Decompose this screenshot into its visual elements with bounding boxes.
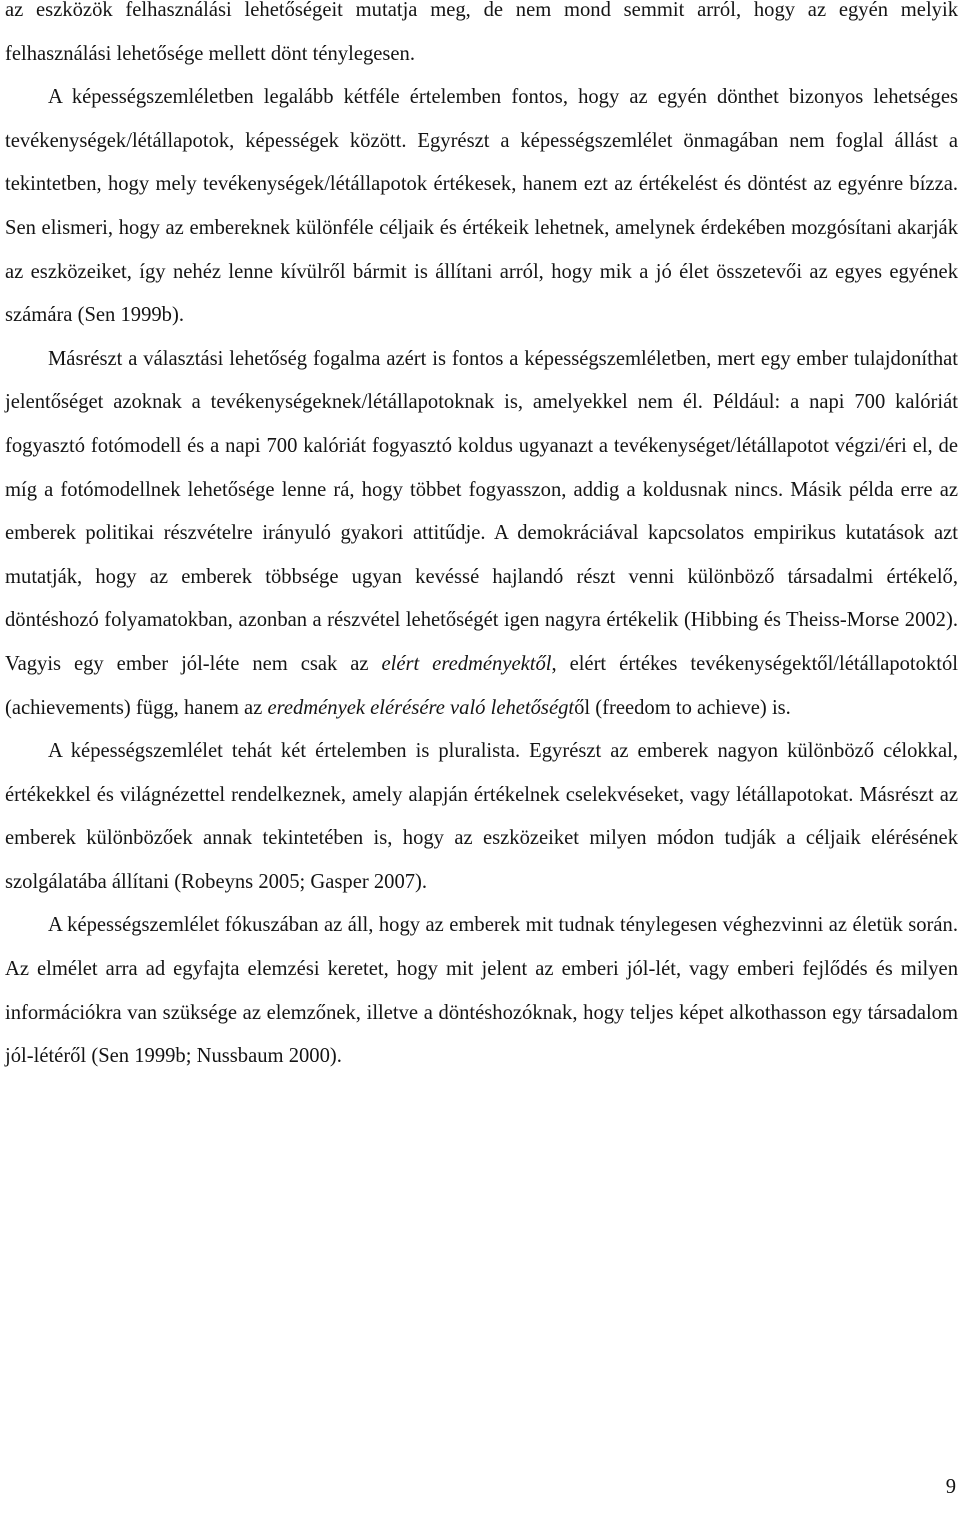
- document-body: [5, 0, 958, 1079]
- paragraph-text: A képességszemlélet tehát két értelemben is pluralista. Egyrészt az emberek nagyon különböző célokkal, értékekkel és világnézettel rendelkeznek, amely alapján értékelnek cselekvéseket, vagy létállapotokat. Másrészt az emberek különbözőek annak tekintetében is, hogy az eszközeiket milyen módon tudják a céljaik elérésének szolgálatába állítani (Robeyns 2005; Gasper 2007).: [5, 740, 958, 893]
- paragraph-text: ől (freedom to achieve) is.: [574, 696, 791, 719]
- paragraph: [5, 730, 958, 904]
- italic-emphasis: eredmények elérésére való lehetőségt: [267, 696, 575, 719]
- paragraph: [5, 338, 958, 730]
- italic-emphasis: elért eredményektől: [381, 652, 552, 675]
- paragraph: [5, 76, 958, 338]
- paragraph-text: az eszközök felhasználási lehetőségeit mutatja meg, de nem mond semmit arról, hogy az egyén melyik felhasználási lehetősége mellett dönt ténylegesen.: [5, 0, 958, 65]
- paragraph: [5, 0, 958, 76]
- page-number: 9: [945, 1476, 956, 1498]
- paragraph: [5, 904, 958, 1078]
- paragraph-text: , elért értékes tevékenységektől/létállapotoktól (achievements) függ, hanem az: [5, 652, 958, 719]
- paragraph-text: Másrészt a választási lehetőség fogalma azért is fontos a képességszemléletben, mert egy ember tulajdoníthat jelentőséget azoknak a tevékenységeknek/létállapotoknak is, amelyekkel nem él. Például: a napi 700 kalóriát fogyasztó fotómodell és a napi 700 kalóriát fogyasztó koldus ugyanazt a tevékenységet/létállapotot végzi/éri el, de míg a fotómodellnek lehetősége lenne rá, hogy többet fogyasszon, addig a koldusnak nincs. Másik példa erre az emberek politikai részvételre irányuló gyakori attitűdje. A demokráciával kapcsolatos empirikus kutatások azt mutatják, hogy az emberek többsége ugyan kevéssé hajlandó részt venni különböző társadalmi értékelő, döntéshozó folyamatokban, azonban a részvétel lehetőségét igen nagyra értékelik (Hibbing és Theiss-Morse 2002). Vagyis egy ember jól-léte nem csak az: [5, 347, 958, 675]
- paragraph-text: A képességszemlélet fókuszában az áll, hogy az emberek mit tudnak ténylegesen véghezvinni az életük során. Az elmélet arra ad egyfajta elemzési keretet, hogy mit jelent az emberi jól-lét, vagy emberi fejlődés és milyen információkra van szüksége az elemzőnek, illetve a döntéshozóknak, hogy teljes képet alkothasson egy társadalom jól-létéről (Sen 1999b; Nussbaum 2000).: [5, 914, 958, 1068]
- paragraph-text: A képességszemléletben legalább kétféle értelemben fontos, hogy az egyén dönthet bizonyos lehetséges tevékenységek/létállapotok, képességek között. Egyrészt a képességszemlélet önmagában nem foglal állást a tekintetben, hogy mely tevékenységek/létállapotok értékesek, hanem ezt az értékelést és döntést az egyénre bízza. Sen elismeri, hogy az embereknek különféle céljaik és értékeik lehetnek, amelynek érdekében mozgósítani akarják az eszközeiket, így nehéz lenne kívülről bármit is állítani arról, hogy mik a jó élet összetevői az egyes egyének számára (Sen 1999b).: [5, 86, 958, 327]
